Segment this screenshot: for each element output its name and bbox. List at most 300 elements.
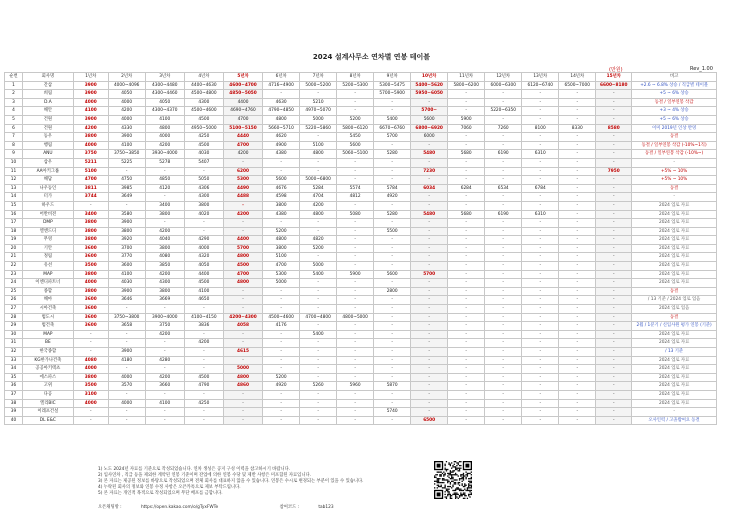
- qr-module: [448, 473, 449, 474]
- row-number: 22: [5, 262, 23, 271]
- salary-cell: -: [485, 279, 522, 288]
- qr-module: [467, 473, 468, 474]
- header-cell: 7년차: [300, 73, 337, 82]
- row-note: 2024 업로 자료: [632, 219, 717, 228]
- salary-cell: 5200: [263, 227, 300, 236]
- salary-cell: 4620: [263, 133, 300, 142]
- company-name: ANU: [22, 150, 73, 159]
- qr-module: [452, 477, 453, 478]
- row-note: 2024 업로 자료: [632, 262, 717, 271]
- salary-cell: 4380: [263, 150, 300, 159]
- salary-cell: -: [596, 270, 632, 279]
- salary-cell: 5200~5300: [337, 81, 374, 90]
- salary-cell: -: [485, 330, 522, 339]
- table-row: [5, 90, 717, 99]
- table-row: [5, 219, 717, 228]
- salary-cell: -: [596, 287, 632, 296]
- salary-cell: -: [485, 219, 522, 228]
- qr-module: [443, 478, 444, 479]
- salary-cell: 4500: [223, 262, 262, 271]
- salary-cell: -: [485, 193, 522, 202]
- salary-cell: -: [448, 98, 485, 107]
- password-label: 참여코드 :: [279, 505, 299, 510]
- salary-cell: 3744: [73, 193, 108, 202]
- salary-cell: 4300~4370: [145, 107, 184, 116]
- salary-cell: 6034: [411, 184, 448, 193]
- salary-cell: -: [559, 399, 596, 408]
- salary-cell: -: [559, 322, 596, 331]
- qr-module: [434, 487, 435, 488]
- salary-cell: 5211: [73, 158, 108, 167]
- salary-cell: -: [145, 339, 184, 348]
- salary-cell: -: [559, 416, 596, 425]
- company-name: 다공: [22, 390, 73, 399]
- salary-cell: 3570: [108, 382, 145, 391]
- salary-cell: -: [485, 373, 522, 382]
- salary-cell: -: [411, 339, 448, 348]
- salary-cell: 5225: [108, 158, 145, 167]
- company-name: MAP: [22, 270, 73, 279]
- qr-module: [469, 481, 470, 482]
- salary-cell: -: [522, 296, 559, 305]
- salary-cell: -: [485, 167, 522, 176]
- salary-cell: 3900: [73, 90, 108, 99]
- salary-cell: -: [596, 390, 632, 399]
- company-name: 간삼: [22, 81, 73, 90]
- row-note: -: [632, 193, 717, 202]
- salary-cell: -: [374, 176, 411, 185]
- qr-module: [465, 478, 466, 479]
- salary-cell: 3900: [108, 133, 145, 142]
- salary-cell: 5600: [263, 176, 300, 185]
- qr-module: [465, 485, 466, 486]
- row-note: 오사인력 / 고졸밥여요 동결: [632, 416, 717, 425]
- salary-cell: -: [411, 141, 448, 150]
- qr-module: [459, 468, 460, 469]
- salary-cell: -: [223, 408, 262, 417]
- salary-cell: -: [522, 90, 559, 99]
- salary-cell: -: [411, 382, 448, 391]
- qr-module: [450, 483, 451, 484]
- row-number: 20: [5, 244, 23, 253]
- salary-cell: 5000: [263, 279, 300, 288]
- salary-cell: -: [448, 390, 485, 399]
- qr-module: [469, 496, 470, 497]
- salary-cell: -: [559, 193, 596, 202]
- company-name: 엘앤드디: [22, 227, 73, 236]
- salary-cell: 3800: [184, 201, 223, 210]
- row-number: 14: [5, 193, 23, 202]
- salary-cell: -: [337, 219, 374, 228]
- salary-cell: 4100: [184, 287, 223, 296]
- footnote-line: 3) 본 자료는 제공된 정보를 바탕으로 작성되었으며 전체 회사를 대표하지 않을 수 있습니다. 연봉은 수시로 변경되는 부분이 있을 수 있습니다.: [98, 479, 364, 485]
- company-name: DMP: [22, 219, 73, 228]
- salary-cell: -: [374, 365, 411, 374]
- salary-cell: -: [223, 339, 262, 348]
- salary-cell: -: [263, 390, 300, 399]
- salary-cell: -: [596, 416, 632, 425]
- salary-cell: -: [559, 107, 596, 116]
- salary-cell: -: [485, 356, 522, 365]
- salary-cell: 5050: [184, 176, 223, 185]
- qr-module: [462, 494, 463, 495]
- salary-cell: -: [300, 287, 337, 296]
- qr-module: [438, 486, 439, 487]
- salary-cell: 4050: [184, 262, 223, 271]
- company-name: 이엔디파트너: [22, 279, 73, 288]
- salary-cell: -: [485, 262, 522, 271]
- row-number: 6: [5, 124, 23, 133]
- salary-cell: -: [145, 305, 184, 314]
- qr-module: [448, 492, 449, 493]
- salary-cell: 4700~4800: [300, 313, 337, 322]
- salary-cell: 3800: [73, 133, 108, 142]
- salary-cell: 5960: [337, 382, 374, 391]
- salary-cell: -: [263, 356, 300, 365]
- salary-cell: 5870: [374, 382, 411, 391]
- company-name: 범건축: [22, 322, 73, 331]
- salary-cell: 4700: [223, 141, 262, 150]
- company-name: KG한가나건축: [22, 356, 73, 365]
- openchat-link[interactable]: https://open.kakao.com/o/gTyxFWTe: [140, 505, 219, 510]
- salary-cell: -: [596, 348, 632, 357]
- salary-cell: 3580: [108, 210, 145, 219]
- qr-module: [463, 492, 464, 493]
- qr-module: [464, 475, 465, 476]
- salary-cell: 4704: [300, 193, 337, 202]
- qr-module: [452, 494, 453, 495]
- qr-module: [456, 474, 457, 475]
- salary-cell: 5660~5710: [263, 124, 300, 133]
- salary-cell: 4000: [73, 141, 108, 150]
- salary-cell: -: [374, 201, 411, 210]
- qr-module: [444, 491, 445, 492]
- qr-module: [465, 471, 466, 472]
- qr-module: [471, 482, 472, 483]
- salary-cell: 3600: [73, 305, 108, 314]
- salary-cell: -: [300, 133, 337, 142]
- salary-cell: 5700~: [411, 107, 448, 116]
- salary-cell: -: [184, 408, 223, 417]
- salary-cell: -: [485, 176, 522, 185]
- qr-module: [455, 474, 456, 475]
- salary-cell: 6534: [485, 184, 522, 193]
- salary-cell: -: [337, 262, 374, 271]
- salary-cell: -: [145, 416, 184, 425]
- salary-cell: 4800: [223, 253, 262, 262]
- qr-module: [444, 464, 445, 465]
- salary-cell: -: [337, 322, 374, 331]
- qr-module: [444, 469, 445, 470]
- salary-cell: -: [337, 305, 374, 314]
- salary-cell: 3850: [145, 262, 184, 271]
- company-name: 기안: [22, 244, 73, 253]
- salary-cell: -: [522, 227, 559, 236]
- qr-module: [471, 494, 472, 495]
- qr-module: [459, 479, 460, 480]
- salary-cell: -: [448, 236, 485, 245]
- salary-cell: -: [108, 305, 145, 314]
- qr-module: [458, 498, 459, 499]
- qr-module: [442, 478, 443, 479]
- qr-module: [465, 495, 466, 496]
- salary-cell: -: [223, 158, 262, 167]
- salary-cell: -: [184, 390, 223, 399]
- qr-module: [446, 496, 447, 497]
- salary-cell: 6600~8180: [596, 81, 632, 90]
- salary-cell: -: [184, 348, 223, 357]
- salary-cell: -: [485, 399, 522, 408]
- salary-cell: -: [485, 158, 522, 167]
- salary-cell: 4500~4800: [184, 90, 223, 99]
- salary-cell: -: [485, 236, 522, 245]
- qr-module: [468, 495, 469, 496]
- header-cell: 14년차: [559, 73, 596, 82]
- company-name: 정림: [22, 253, 73, 262]
- salary-cell: -: [108, 416, 145, 425]
- row-note: 2024 업로 자료: [632, 227, 717, 236]
- salary-cell: -: [559, 270, 596, 279]
- salary-cell: 4200~4300: [223, 313, 262, 322]
- qr-module: [458, 482, 459, 483]
- qr-module: [469, 487, 470, 488]
- salary-cell: -: [300, 158, 337, 167]
- qr-module: [437, 485, 438, 486]
- salary-cell: 3700: [108, 244, 145, 253]
- qr-module: [450, 471, 451, 472]
- qr-module: [444, 473, 445, 474]
- salary-cell: -: [485, 408, 522, 417]
- salary-cell: 4900: [263, 141, 300, 150]
- salary-cell: -: [596, 176, 632, 185]
- qr-module: [463, 474, 464, 475]
- table-body: [5, 81, 717, 425]
- salary-cell: -: [448, 399, 485, 408]
- table-row: [5, 313, 717, 322]
- salary-cell: 5300~5475: [374, 81, 411, 90]
- table-row: [5, 193, 717, 202]
- salary-cell: -: [300, 356, 337, 365]
- salary-cell: -: [596, 133, 632, 142]
- salary-cell: 3900: [108, 219, 145, 228]
- salary-cell: 3660: [145, 382, 184, 391]
- salary-cell: 5200: [263, 373, 300, 382]
- salary-cell: 4812: [337, 193, 374, 202]
- salary-cell: -: [522, 356, 559, 365]
- salary-cell: -: [596, 184, 632, 193]
- salary-cell: 4800: [223, 279, 262, 288]
- salary-cell: 4100: [145, 399, 184, 408]
- salary-cell: -: [374, 167, 411, 176]
- qr-module: [468, 473, 469, 474]
- salary-cell: 4080: [145, 253, 184, 262]
- salary-cell: -: [411, 322, 448, 331]
- qr-module: [471, 486, 472, 487]
- salary-cell: 4200: [145, 141, 184, 150]
- qr-module: [467, 475, 468, 476]
- salary-cell: -: [263, 339, 300, 348]
- qr-module: [459, 485, 460, 486]
- salary-cell: -: [485, 365, 522, 374]
- qr-module: [471, 492, 472, 493]
- row-note: 2024 업로 자료: [632, 330, 717, 339]
- row-number: 26: [5, 296, 23, 305]
- salary-cell: -: [559, 356, 596, 365]
- salary-cell: -: [374, 330, 411, 339]
- salary-cell: 4615: [223, 348, 262, 357]
- salary-cell: -: [596, 210, 632, 219]
- salary-cell: -: [300, 408, 337, 417]
- qr-module: [446, 470, 447, 471]
- qr-module: [458, 462, 459, 463]
- salary-cell: 4790: [184, 382, 223, 391]
- company-name: 해안: [22, 107, 73, 116]
- salary-cell: -: [411, 279, 448, 288]
- salary-cell: 7260: [485, 124, 522, 133]
- salary-cell: -: [559, 339, 596, 348]
- qr-module: [459, 469, 460, 470]
- salary-cell: -: [263, 416, 300, 425]
- salary-cell: -: [559, 296, 596, 305]
- salary-cell: -: [108, 167, 145, 176]
- qr-module: [463, 473, 464, 474]
- salary-cell: 4000: [108, 399, 145, 408]
- salary-cell: -: [411, 390, 448, 399]
- salary-cell: -: [337, 356, 374, 365]
- qr-module: [454, 466, 455, 467]
- salary-table-container: [4, 72, 717, 425]
- salary-cell: 4200: [108, 107, 145, 116]
- salary-cell: -: [223, 399, 262, 408]
- salary-cell: -: [411, 365, 448, 374]
- salary-cell: 5220~5860: [300, 124, 337, 133]
- qr-module: [463, 494, 464, 495]
- salary-cell: 6500~7000: [559, 81, 596, 90]
- salary-cell: 4380: [263, 210, 300, 219]
- qr-module: [455, 482, 456, 483]
- qr-module: [443, 487, 444, 488]
- salary-cell: -: [522, 399, 559, 408]
- row-note: 2024 업로 자료: [632, 253, 717, 262]
- salary-cell: 6670~6760: [374, 124, 411, 133]
- row-number: 1: [5, 81, 23, 90]
- salary-cell: -: [223, 219, 262, 228]
- revision-label: Rev_1.00: [690, 66, 713, 72]
- salary-cell: 4330: [108, 124, 145, 133]
- qr-module: [438, 482, 439, 483]
- qr-module: [455, 498, 456, 499]
- row-note: 동결 / 일부연봉 삭감 (-10%~1직): [632, 141, 717, 150]
- salary-cell: -: [145, 193, 184, 202]
- salary-cell: -: [559, 262, 596, 271]
- salary-cell: 4950~5000: [184, 124, 223, 133]
- salary-cell: -: [184, 219, 223, 228]
- qr-module: [464, 495, 465, 496]
- salary-cell: 6190: [485, 210, 522, 219]
- salary-cell: -: [559, 167, 596, 176]
- salary-cell: -: [411, 373, 448, 382]
- salary-cell: 5500: [374, 227, 411, 236]
- qr-module: [443, 482, 444, 483]
- row-note: -: [632, 408, 717, 417]
- table-row: [5, 390, 717, 399]
- salary-cell: 6310: [522, 150, 559, 159]
- qr-module: [458, 468, 459, 469]
- salary-cell: 5900: [337, 270, 374, 279]
- salary-cell: 4500~4600: [184, 107, 223, 116]
- salary-cell: -: [522, 262, 559, 271]
- salary-cell: -: [522, 253, 559, 262]
- qr-module: [447, 486, 448, 487]
- salary-cell: -: [300, 219, 337, 228]
- table-row: [5, 416, 717, 425]
- salary-cell: -: [559, 408, 596, 417]
- salary-cell: 5000: [300, 262, 337, 271]
- salary-cell: -: [522, 348, 559, 357]
- table-header-row: [5, 73, 717, 82]
- salary-cell: -: [300, 348, 337, 357]
- salary-cell: -: [596, 365, 632, 374]
- salary-cell: -: [596, 107, 632, 116]
- salary-cell: 3750: [73, 150, 108, 159]
- qr-module: [467, 487, 468, 488]
- row-note: 이미 2019년 인상 반영: [632, 124, 717, 133]
- salary-cell: 4850~5050: [223, 90, 262, 99]
- qr-module: [462, 477, 463, 478]
- salary-cell: 3800: [263, 244, 300, 253]
- salary-cell: -: [448, 176, 485, 185]
- qr-module: [444, 486, 445, 487]
- salary-cell: -: [522, 244, 559, 253]
- salary-cell: -: [448, 313, 485, 322]
- salary-cell: 5100: [263, 253, 300, 262]
- salary-cell: 5784: [374, 184, 411, 193]
- salary-cell: -: [522, 416, 559, 425]
- salary-cell: -: [184, 356, 223, 365]
- qr-module: [455, 492, 456, 493]
- salary-cell: -: [596, 339, 632, 348]
- salary-cell: -: [485, 98, 522, 107]
- table-row: [5, 253, 717, 262]
- salary-cell: -: [145, 348, 184, 357]
- salary-cell: 5300: [263, 270, 300, 279]
- salary-cell: 3600: [108, 262, 145, 271]
- qr-module: [452, 474, 453, 475]
- salary-cell: 4050: [145, 98, 184, 107]
- salary-cell: -: [300, 227, 337, 236]
- salary-cell: 4100~4150: [184, 313, 223, 322]
- qr-module: [447, 482, 448, 483]
- salary-cell: -: [522, 339, 559, 348]
- salary-cell: 4020: [184, 210, 223, 219]
- qr-module: [437, 474, 438, 475]
- salary-cell: -: [108, 390, 145, 399]
- row-number: 27: [5, 305, 23, 314]
- salary-cell: 5700: [223, 244, 262, 253]
- salary-cell: 4100: [108, 141, 145, 150]
- salary-cell: 3669: [145, 296, 184, 305]
- salary-cell: -: [596, 141, 632, 150]
- salary-cell: 5000~5200: [300, 81, 337, 90]
- salary-cell: -: [263, 365, 300, 374]
- qr-module: [448, 494, 449, 495]
- row-note: 2024 업로 자료: [632, 279, 717, 288]
- qr-module: [447, 479, 448, 480]
- salary-cell: 4290: [184, 236, 223, 245]
- salary-cell: -: [263, 399, 300, 408]
- table-row: [5, 236, 717, 245]
- qr-module: [454, 461, 455, 462]
